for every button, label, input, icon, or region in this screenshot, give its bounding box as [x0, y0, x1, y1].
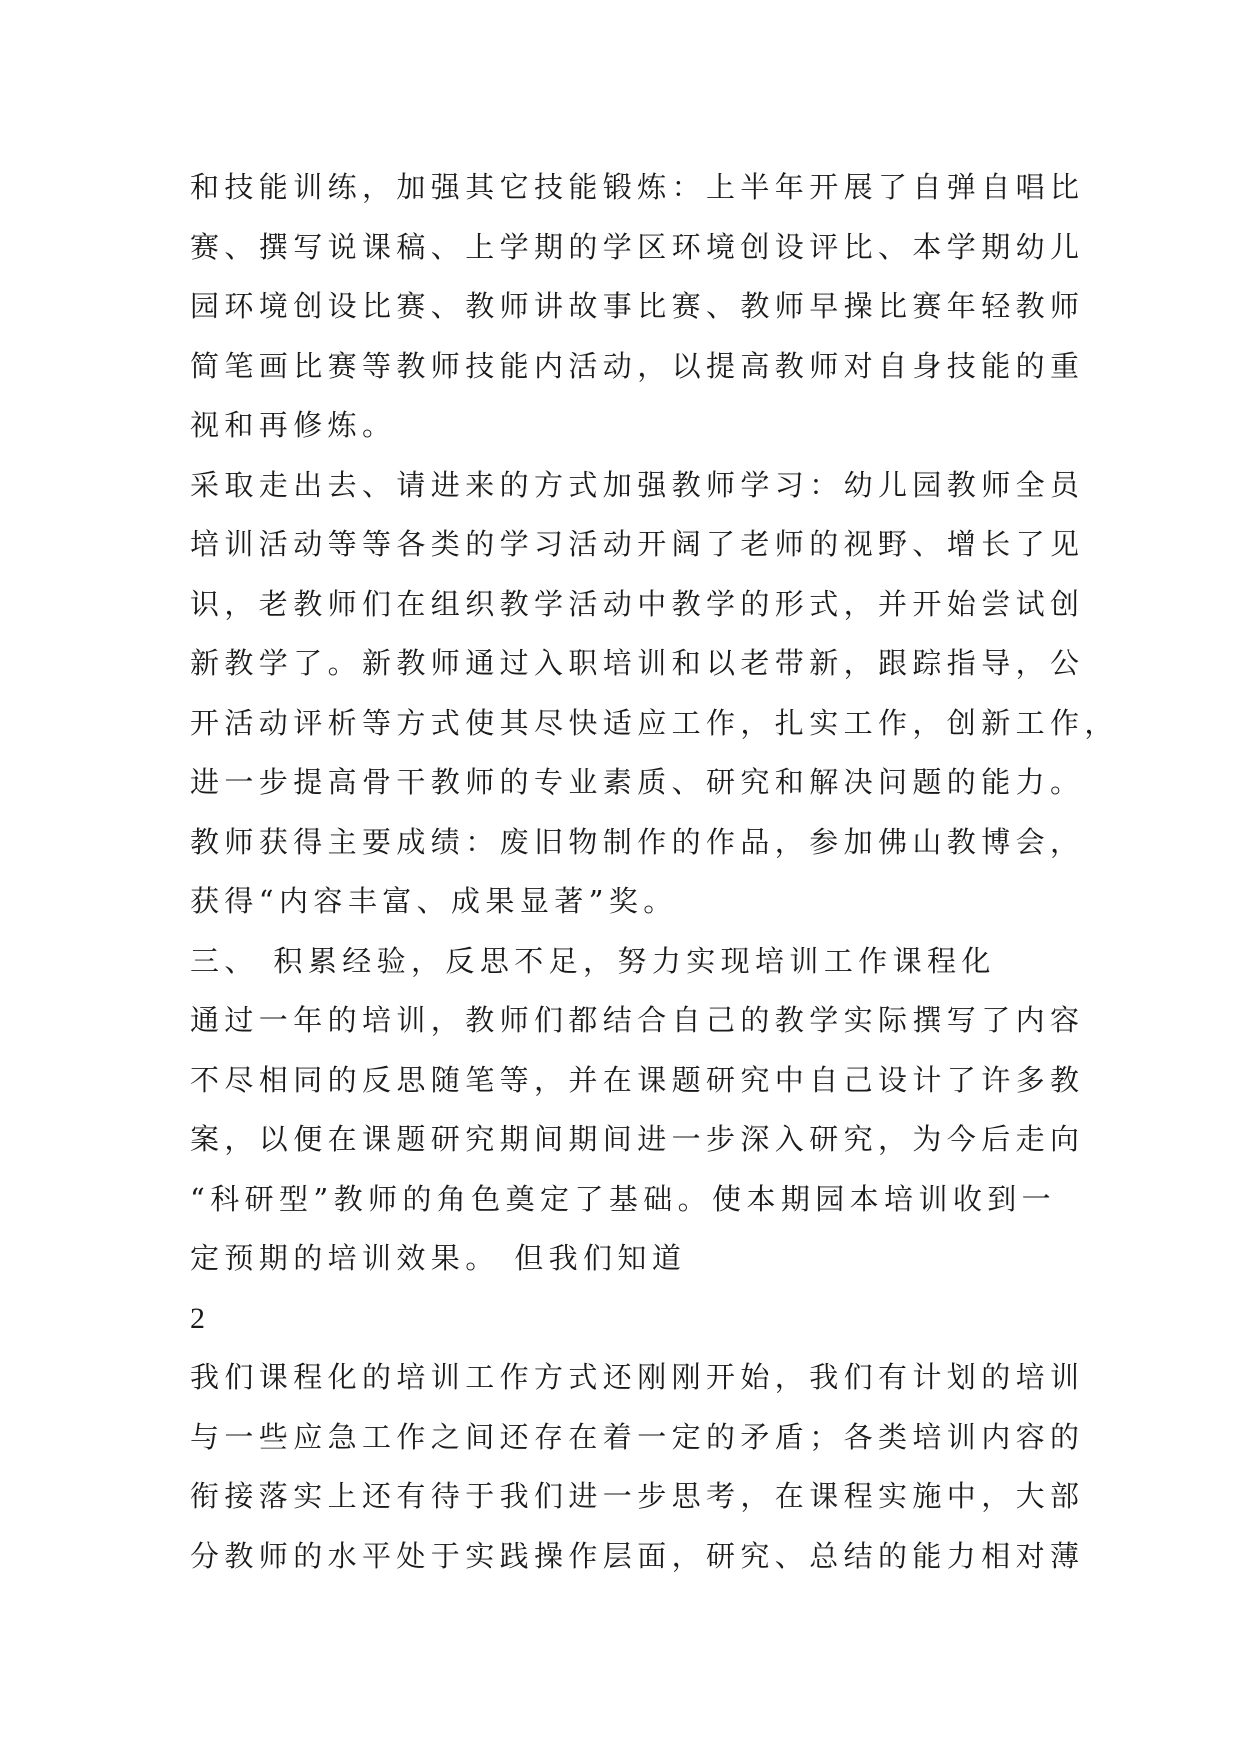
text-line: 园环境创设比赛、教师讲故事比赛、教师早操比赛年轻教师 [190, 289, 1085, 323]
text-line: 衔接落实上还有待于我们进一步思考，在课程实施中，大部 [190, 1479, 1085, 1513]
text-line: 通过一年的培训，教师们都结合自己的教学实际撰写了内容 [190, 1003, 1085, 1037]
text-line: 新教学了。新教师通过入职培训和以老带新，跟踪指导，公 [190, 646, 1085, 680]
text-line: 教师获得主要成绩：废旧物制作的作品，参加佛山教博会， [190, 824, 1085, 859]
section-heading: 三、 积累经验，反思不足，努力实现培训工作课程化 [190, 943, 996, 978]
text-line: 和技能训练，加强其它技能锻炼：上半年开展了自弹自唱比 [190, 170, 1085, 204]
text-line: 案，以便在课题研究期间期间进一步深入研究，为今后走向 [190, 1122, 1085, 1156]
document-body [190, 158, 1119, 1586]
text-line: “科研型”教师的角色奠定了基础。使本期园本培训收到一 [190, 1181, 1057, 1216]
text-line: 识，老教师们在组织教学活动中教学的形式，并开始尝试创 [190, 586, 1085, 621]
text-line: 获得“内容丰富、成果显著”奖。 [190, 884, 678, 918]
text-line: 不尽相同的反思随笔等，并在课题研究中自己设计了许多教 [190, 1062, 1085, 1097]
text-line: 视和再修炼。 [190, 408, 397, 442]
page-number: 2 [190, 1301, 205, 1335]
text-line: 定预期的培训效果。 但我们知道 [190, 1241, 687, 1275]
text-line: 培训活动等等各类的学习活动开阔了老师的视野、增长了见 [190, 527, 1085, 561]
text-line: 开活动评析等方式使其尽快适应工作，扎实工作，创新工作， [190, 705, 1119, 740]
text-line: 与一些应急工作之间还存在着一定的矛盾；各类培训内容的 [190, 1419, 1085, 1454]
text-line: 进一步提高骨干教师的专业素质、研究和解决问题的能力。 [190, 765, 1085, 799]
text-line: 我们课程化的培训工作方式还刚刚开始，我们有计划的培训 [190, 1360, 1085, 1394]
text-line: 采取走出去、请进来的方式加强教师学习：幼儿园教师全员 [190, 467, 1085, 502]
text-line: 简笔画比赛等教师技能内活动，以提高教师对自身技能的重 [190, 348, 1085, 383]
text-line: 赛、撰写说课稿、上学期的学区环境创设评比、本学期幼儿 [190, 229, 1085, 264]
text-line: 分教师的水平处于实践操作层面，研究、总结的能力相对薄 [190, 1538, 1085, 1573]
